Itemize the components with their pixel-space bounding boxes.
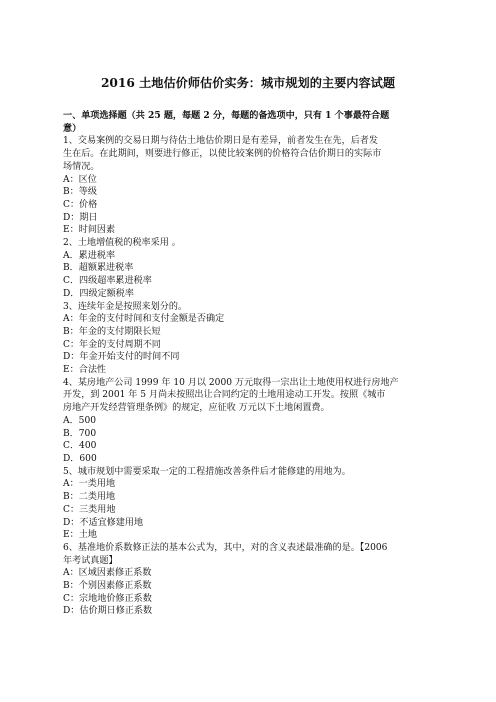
body-text-line: B：个别因素修正系数 (63, 581, 152, 592)
body-text-line: A．500 (63, 415, 97, 426)
body-text-line: D：估价期日修正系数 (63, 606, 153, 617)
body-text-line: D：期日 (63, 212, 98, 223)
body-text-line: 5、城市规划中需要采取一定的工程措施改善条件后才能修建的用地为。 (63, 466, 351, 477)
body-text-line: D：不适宜修建用地 (63, 517, 144, 528)
document-title: 2016 土地估价师估价实务：城市规划的主要内容试题 (100, 76, 396, 90)
body-text-line: C：三类用地 (63, 504, 116, 515)
body-text-line: 3、连续年金是按照来划分的。 (63, 301, 188, 312)
body-text-line: 场情况。 (63, 161, 100, 172)
body-text-line: A．累进税率 (63, 250, 116, 261)
body-text-line: C．400 (63, 441, 97, 452)
body-text-line: B：二类用地 (63, 492, 116, 503)
body-text-line: D．600 (63, 453, 97, 464)
body-text-line: 生在后。在此期间，则要进行修正，以使比较案例的价格符合估价期日的实际市 (63, 149, 382, 160)
body-text-line: A：年金的支付时间和支付金额是否确定 (63, 314, 225, 325)
body-text-line: 2、土地增值税的税率采用 。 (63, 238, 181, 249)
body-text-line: D．四级定额税率 (63, 288, 134, 299)
body-text-line: 年考试真题】 (63, 555, 118, 566)
body-text-line: D：年金开始支付的时间不同 (63, 352, 180, 363)
body-text-line: 开发，到 2001 年 5 月尚未按照出让合同约定的土地用途动工开发。按照《城市 (63, 390, 386, 401)
body-text-line: E：土地 (63, 530, 97, 541)
document-body (63, 110, 435, 618)
body-text-line: C．四级超率累进税率 (63, 276, 152, 287)
section-heading-line: 一、单项选择题（共 25 题，每题 2 分，每题的备选项中，只有 1 个事最符合题 (63, 110, 390, 121)
body-text-line: B．700 (63, 428, 97, 439)
body-text-line: C：宗地地价修正系数 (63, 593, 152, 604)
body-text-line: C：年金的支付周期不同 (63, 339, 161, 350)
section-heading-line: 意） (63, 122, 82, 134)
body-text-line: E：时间因素 (63, 225, 116, 236)
body-text-line: 1、交易案例的交易日期与待估土地估价期日是有差异，前者发生在先，后者发 (63, 136, 378, 147)
body-text-line: B．超额累进税率 (63, 263, 134, 274)
body-text-line: A：区位 (63, 174, 97, 185)
body-text-line: A：区域因素修正系数 (63, 568, 152, 579)
body-text-line: 4、某房地产公司 1999 年 10 月以 2000 万元取得一宗出让土地使用权进行房地产 (63, 377, 399, 388)
body-text-line: 房地产开发经营管理条例》的规定，应征收 万元以下土地闲置费。 (63, 403, 330, 414)
body-text-line: B：等级 (63, 187, 97, 198)
body-text-line: C：价格 (63, 199, 98, 210)
body-text-line: 6、基准地价系数修正法的基本公式为，其中，对的含义表述最准确的是。【2006 (63, 542, 388, 553)
body-text-line: E：合法性 (63, 365, 107, 376)
body-text-line: B：年金的支付期限长短 (63, 326, 161, 337)
body-text-line: A：一类用地 (63, 479, 116, 490)
